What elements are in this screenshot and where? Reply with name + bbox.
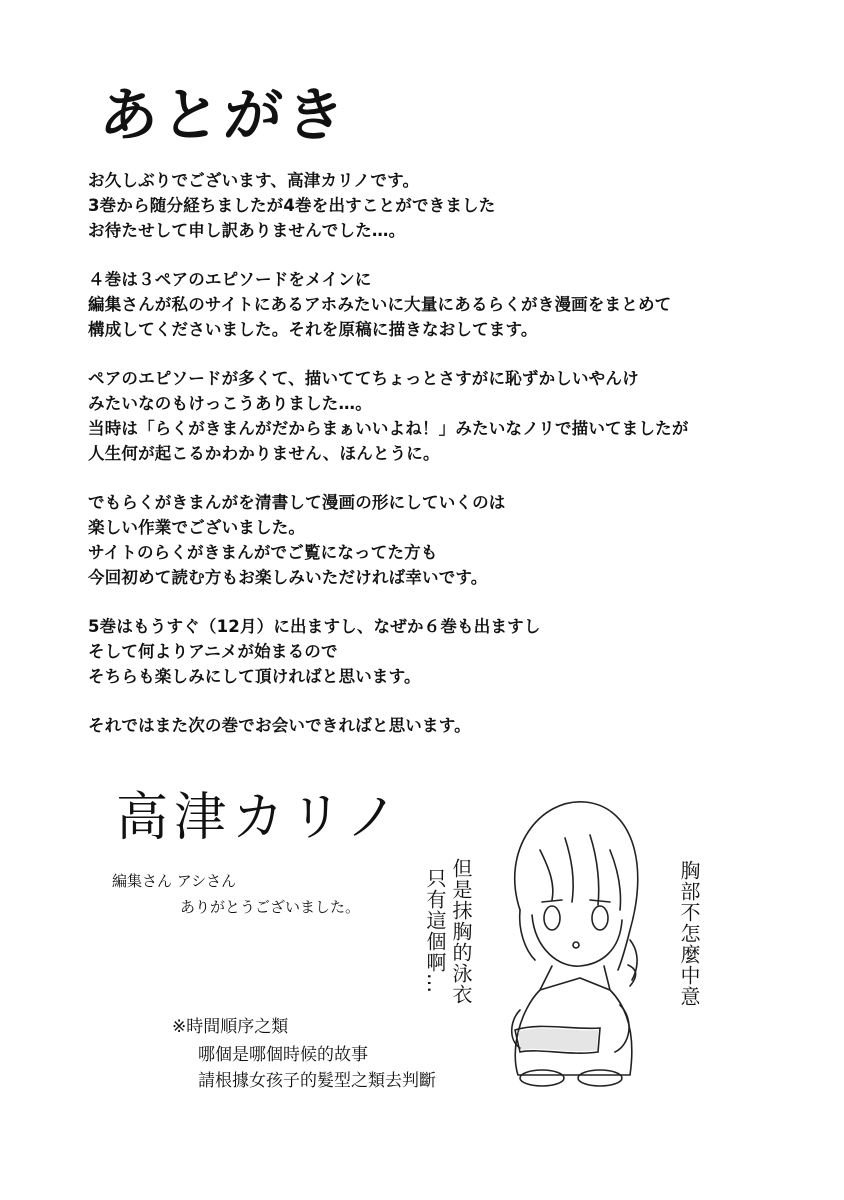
text-line: 楽しい作業でございました。 xyxy=(88,518,306,537)
text-line: そちらも楽しみにして頂ければと思います。 xyxy=(88,667,421,686)
afterword-body xyxy=(88,168,828,762)
text-line: 3巻から随分経ちましたが4巻を出すことができました xyxy=(88,196,496,215)
translator-note-vertical-right: 胸部不怎麼中意 xyxy=(677,860,701,1007)
text-line: そして何よりアニメが始まるので xyxy=(88,642,338,661)
paragraph xyxy=(88,168,828,243)
translator-note-line: ※時間順序之類 xyxy=(172,1017,289,1037)
paragraph xyxy=(88,713,828,738)
author-signature: 高津カリノ xyxy=(116,788,404,848)
text-line: 人生何が起こるかわかりません、ほんとうに。 xyxy=(88,444,440,463)
paragraph xyxy=(88,267,828,342)
paragraph xyxy=(88,490,828,590)
girl-illustration xyxy=(480,790,660,1090)
text-line: でもらくがきまんがを清書して漫画の形にしていくのは xyxy=(88,493,506,512)
translator-note-vertical: 只有這個啊… xyxy=(423,868,447,994)
text-line: ペアのエピソードが多くて、描いててちょっとさすがに恥ずかしいやんけ xyxy=(88,369,639,388)
text-line: それではまた次の巻でお会いできればと思います。 xyxy=(88,716,471,735)
thanks-line: 編集さん アシさん xyxy=(112,872,237,890)
thanks-line: ありがとうございました。 xyxy=(180,898,361,916)
translator-note-line: 哪個是哪個時候的故事 xyxy=(198,1045,368,1065)
text-line: 編集さんが私のサイトにあるアホみたいに大量にあるらくがき漫画をまとめて xyxy=(88,295,672,314)
text-line: 今回初めて読む方もお楽しみいただければ幸いです。 xyxy=(88,568,488,587)
afterword-title: あとがき xyxy=(97,81,351,149)
paragraph xyxy=(88,614,828,689)
text-line: ４巻は３ペアのエピソードをメインに xyxy=(88,270,372,289)
text-line: お久しぶりでございます、高津カリノです。 xyxy=(88,171,420,190)
text-line: サイトのらくがきまんがでご覧になってた方も xyxy=(88,543,438,562)
paragraph xyxy=(88,366,828,466)
translator-note-line: 請根據女孩子的髮型之類去判斷 xyxy=(198,1071,436,1091)
text-line: 当時は「らくがきまんがだからまぁいいよね！」みたいなノリで描いてましたが xyxy=(88,419,689,438)
text-line: 5巻はもうすぐ（12月）に出ますし、なぜか６巻も出ますし xyxy=(88,617,541,636)
text-line: お待たせして申し訳ありませんでした…。 xyxy=(88,221,406,240)
text-line: みたいなのもけっこうありました…。 xyxy=(88,394,372,413)
translator-note-vertical: 但是抹胸的泳衣 xyxy=(449,858,473,1005)
text-line: 構成してくださいました。それを原稿に描きなおしてます。 xyxy=(88,320,538,339)
